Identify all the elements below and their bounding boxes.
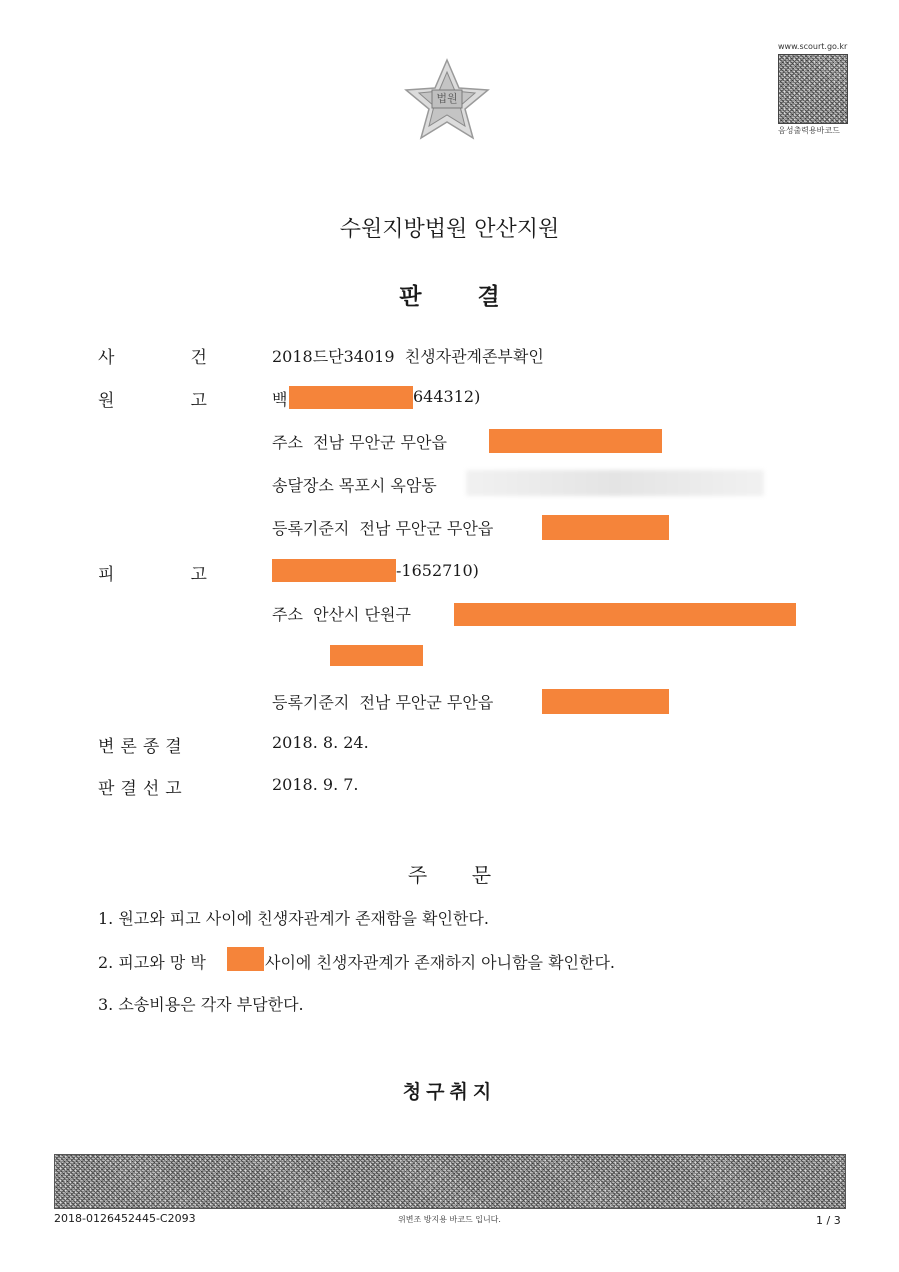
plaintiff-delivery-address: 송달장소 목포시 옥암동: [272, 476, 437, 495]
document-title: 판 결: [399, 284, 500, 310]
order-item-2-prefix: 2. 피고와 망 박: [98, 953, 206, 972]
order-item-2-suffix: 사이에 친생자관계가 존재하지 아니함을 확인한다.: [265, 953, 616, 972]
anti-forgery-barcode: [54, 1154, 846, 1209]
document-number: 2018-0126452445-C2093: [54, 1212, 196, 1225]
defendant-address-redaction: [454, 603, 796, 626]
qr-barcode: [778, 54, 848, 124]
case-value: 2018드단34019 친생자관계존부확인: [272, 347, 544, 366]
plaintiff-address: 주소 전남 무안군 무안읍: [272, 433, 447, 452]
verdict-date: 2018. 9. 7.: [272, 775, 359, 794]
plaintiff-address-redaction: [489, 429, 662, 453]
seal-text: 법원: [436, 92, 458, 105]
court-seal-logo: [404, 58, 490, 144]
plaintiff-name-prefix: 백: [272, 390, 288, 409]
closing-label: 변론종결: [98, 737, 188, 757]
defendant-address-redaction-2: [330, 645, 423, 666]
defendant-id-suffix: -1652710): [396, 561, 479, 580]
barcode-caption: 음성출력용바코드: [778, 126, 840, 135]
defendant-registry-redaction: [542, 689, 669, 714]
plaintiff-registry-redaction: [542, 515, 669, 540]
order-item-1: 1. 원고와 피고 사이에 친생자관계가 존재함을 확인한다.: [98, 909, 489, 928]
defendant-label: 피 고: [98, 565, 209, 585]
order-name-redaction: [227, 947, 264, 971]
defendant-name-redaction: [272, 559, 396, 582]
plaintiff-registry: 등록기준지 전남 무안군 무안읍: [272, 519, 494, 538]
court-name: 수원지방법원 안산지원: [339, 217, 560, 242]
defendant-registry: 등록기준지 전남 무안군 무안읍: [272, 693, 494, 712]
page-number: 1 / 3: [816, 1214, 841, 1227]
defendant-address: 주소 안산시 단원구: [272, 605, 411, 624]
court-url: www.scourt.go.kr: [778, 42, 848, 51]
plaintiff-name-redaction: [289, 386, 413, 409]
plaintiff-id-suffix: 644312): [413, 387, 481, 406]
case-label: 사 건: [98, 348, 209, 368]
plaintiff-label: 원 고: [98, 391, 209, 411]
delivery-address-blur: [466, 470, 764, 496]
order-title: 주 문: [407, 863, 492, 887]
claim-title: 청구취지: [402, 1081, 497, 1103]
anti-forgery-caption: 위변조 방지용 바코드 입니다.: [398, 1215, 501, 1224]
verdict-label: 판결선고: [98, 779, 188, 799]
order-item-3: 3. 소송비용은 각자 부담한다.: [98, 995, 304, 1014]
closing-date: 2018. 8. 24.: [272, 733, 369, 752]
